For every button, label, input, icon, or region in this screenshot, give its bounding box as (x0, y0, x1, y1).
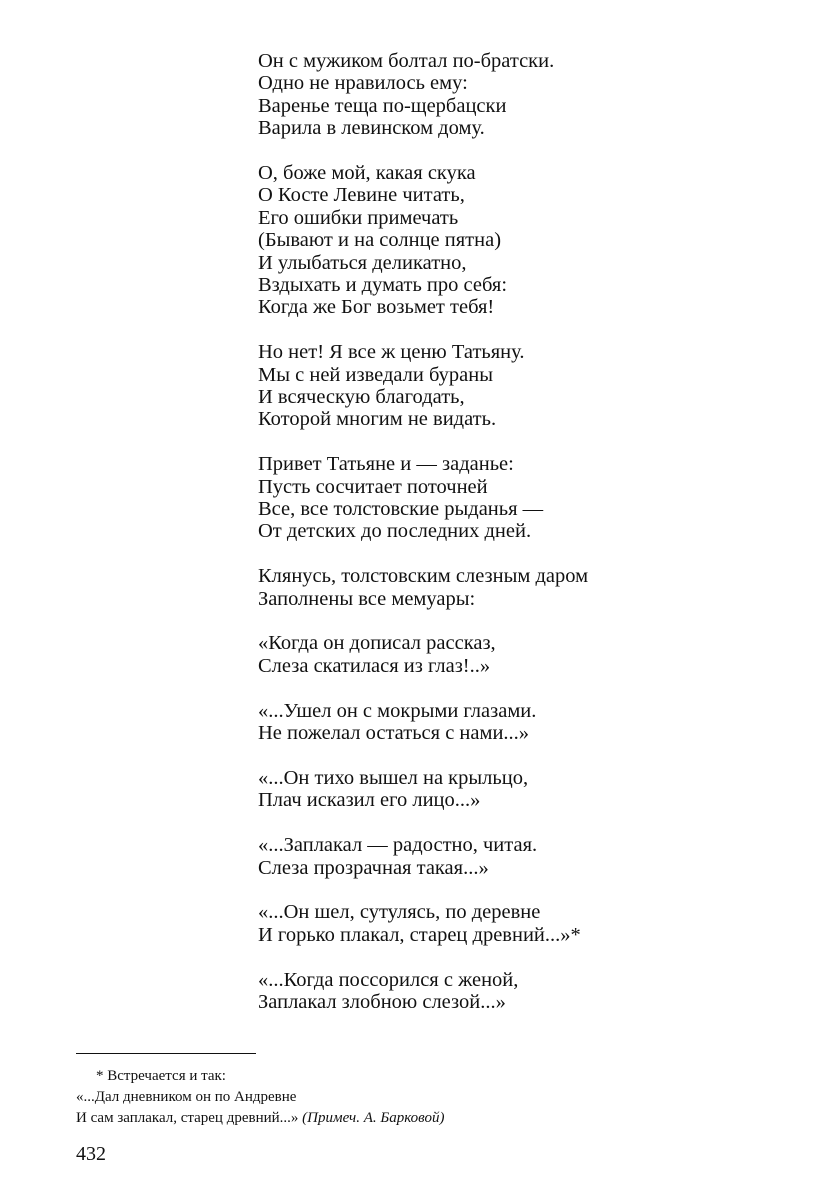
poem-line: Он с мужиком болтал по-братски. (258, 50, 555, 72)
poem-line: «...Он шел, сутулясь, по деревне (258, 901, 541, 924)
poem-line: Его ошибки примечать (258, 206, 459, 229)
footnote-quote: И сам заплакал, старец древний...» (76, 1110, 303, 1126)
footnote-line: * Встречается и так: (96, 1068, 226, 1084)
poem-line: Плач исказил его лицо...» (258, 789, 481, 812)
poem-line: Которой многим не видать. (258, 408, 497, 431)
poem-line: Но нет! Я все ж ценю Татьяну. (258, 341, 525, 364)
poem-line: Когда же Бог возьмет тебя! (258, 296, 495, 319)
poem-line: Слеза скатилася из глаз!..» (258, 654, 491, 677)
footnote (76, 1066, 676, 1129)
poem-line: О Косте Левине читать, (258, 184, 465, 207)
stanza-6 (258, 632, 778, 677)
stanza-1 (258, 50, 778, 140)
stanza-9 (258, 834, 778, 879)
stanza-10 (258, 901, 778, 946)
poem-line: Все, все толстовские рыданья — (258, 498, 544, 521)
poem-line: Варенье теща по-щербацски (258, 94, 507, 117)
poem-line: «Когда он дописал рассказ, (258, 632, 496, 655)
stanza-3 (258, 341, 778, 431)
poem-line: О, боже мой, какая скука (258, 162, 476, 185)
poem-line: Вздыхать и думать про себя: (258, 274, 508, 297)
poem-line: От детских до последних дней. (258, 520, 532, 543)
poem-line: Пусть сосчитает поточней (258, 475, 488, 498)
poem-line: Одно не нравилось ему: (258, 72, 468, 95)
footnote-line (76, 1108, 676, 1129)
stanza-4 (258, 453, 778, 543)
footnote-divider (76, 1053, 256, 1054)
stanza-8 (258, 767, 778, 812)
poem-line: Мы с ней изведали бураны (258, 363, 493, 386)
poem-line: И горько плакал, старец древний...»* (258, 923, 581, 946)
stanza-11 (258, 969, 778, 1014)
poem-line: «...Ушел он с мокрыми глазами. (258, 699, 537, 722)
poem-line: «...Заплакал — радостно, читая. (258, 834, 538, 857)
poem-line: Слеза прозрачная такая...» (258, 856, 489, 879)
stanza-7 (258, 700, 778, 745)
page-number: 432 (76, 1143, 106, 1165)
footnote-line: «...Дал дневником он по Андревне (76, 1089, 297, 1105)
poem-line: Варила в левинском дому. (258, 117, 485, 140)
poem-line: Заплакал злобною слезой...» (258, 990, 506, 1013)
stanza-5 (258, 565, 778, 610)
poem-line: Заполнены все мемуары: (258, 587, 476, 610)
stanza-2 (258, 162, 778, 319)
poem-line: Клянусь, толстовским слезным даром (258, 565, 589, 588)
poem-line: И всяческую благодать, (258, 386, 465, 409)
poem-line: И улыбаться деликатно, (258, 251, 467, 274)
poem-line: «...Он тихо вышел на крыльцо, (258, 766, 529, 789)
poem-line: (Бывают и на солнце пятна) (258, 229, 502, 252)
footnote-attribution: (Примеч. А. Барковой) (302, 1110, 445, 1126)
poem-line: «...Когда поссорился с женой, (258, 968, 519, 991)
poem-line: Привет Татьяне и — заданье: (258, 453, 514, 476)
poem-body (258, 50, 778, 1036)
poem-line: Не пожелал остаться с нами...» (258, 722, 530, 745)
